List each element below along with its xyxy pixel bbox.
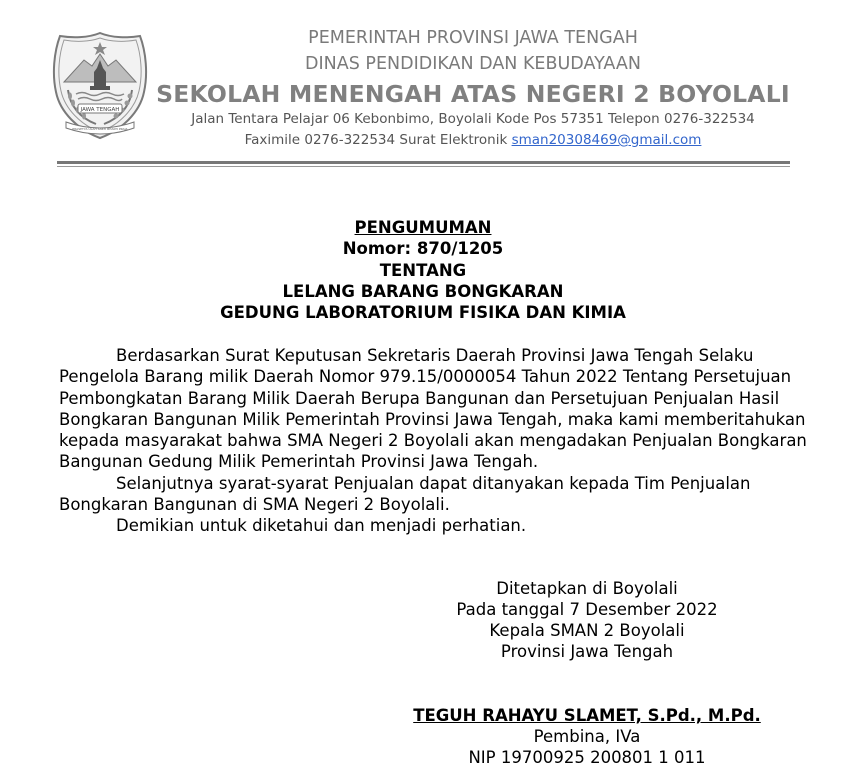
announcement-subject-1: LELANG BARANG BONGKARAN [282,282,564,301]
fax-text: Faximile 0276-322534 Surat Elektronik [244,132,512,148]
school-name: SEKOLAH MENENGAH ATAS NEGERI 2 BOYOLALI [156,80,790,108]
signature-province: Provinsi Jawa Tengah [500,642,674,661]
announcement-number: Nomor: 870/1205 [342,239,504,258]
signatory-rank: Pembina, IVa [533,727,641,746]
paragraph-line: kepada masyarakat bahwa SMA Negeri 2 Boyolali akan mengadakan Penjualan Bongkaran [59,431,807,451]
signatory-name: TEGUH RAHAYU SLAMET, S.Pd., M.Pd. [413,706,761,725]
paragraph-line: Pengelola Barang milik Daerah Nomor 979.15/0000054 Tahun 2022 Tentang Persetujuan [59,367,792,387]
email-link[interactable]: sman20308469@gmail.com [511,132,702,148]
emblem-name-text: JAWA TENGAH [80,107,120,113]
school-address: Jalan Tentara Pelajar 06 Kebonbimo, Boyolali Kode Pos 57351 Telepon 0276-322534 [191,111,755,127]
paragraph-line: Bongkaran Bangunan Milik Pemerintah Provinsi Jawa Tengah, maka kami memberitahukan [59,409,806,429]
signature-date: Pada tanggal 7 Desember 2022 [456,600,718,619]
announcement-heading: PENGUMUMAN [354,218,492,237]
paragraph-line: Bangunan Gedung Milik Pemerintah Provinsi Jawa Tengah. [59,452,539,472]
contact-line [130,132,816,148]
paragraph-3 [59,515,779,536]
paragraph-line: Pembongkatan Barang Milik Daerah Berupa Bangunan dan Persetujuan Penjualan Hasil [59,388,780,408]
department-name: DINAS PENDIDIKAN DAN KEBUDAYAAN [305,54,641,74]
signatory-nip: NIP 19700925 200801 1 011 [468,748,706,767]
paragraph-line: Selanjutnya syarat-syarat Penjualan dapat ditanyakan kepada Tim Penjualan [116,473,751,493]
paragraph-1 [59,345,807,473]
paragraph-2 [59,473,779,516]
letterhead-divider-thin [57,166,790,167]
signature-position: Kepala SMAN 2 Boyolali [489,621,685,640]
announcement-body [59,345,807,537]
paragraph-line: Berdasarkan Surat Keputusan Sekretaris Daerah Provinsi Jawa Tengah Selaku [116,346,754,365]
letterhead-divider-thick [57,161,790,164]
paragraph-line: Bongkaran Bangunan di SMA Negeri 2 Boyolali. [59,495,450,515]
announcement-subject-2: GEDUNG LABORATORIUM FISIKA DAN KIMIA [220,303,626,322]
emblem-motto-text: PRASETYA ULAH SAKTI BHAKTI PRAJA [72,127,128,131]
government-name: PEMERINTAH PROVINSI JAWA TENGAH [308,28,638,48]
signature-place: Ditetapkan di Boyolali [496,579,678,598]
paragraph-line: Demikian untuk diketahui dan menjadi perhatian. [116,516,527,536]
announcement-about: TENTANG [379,261,467,280]
